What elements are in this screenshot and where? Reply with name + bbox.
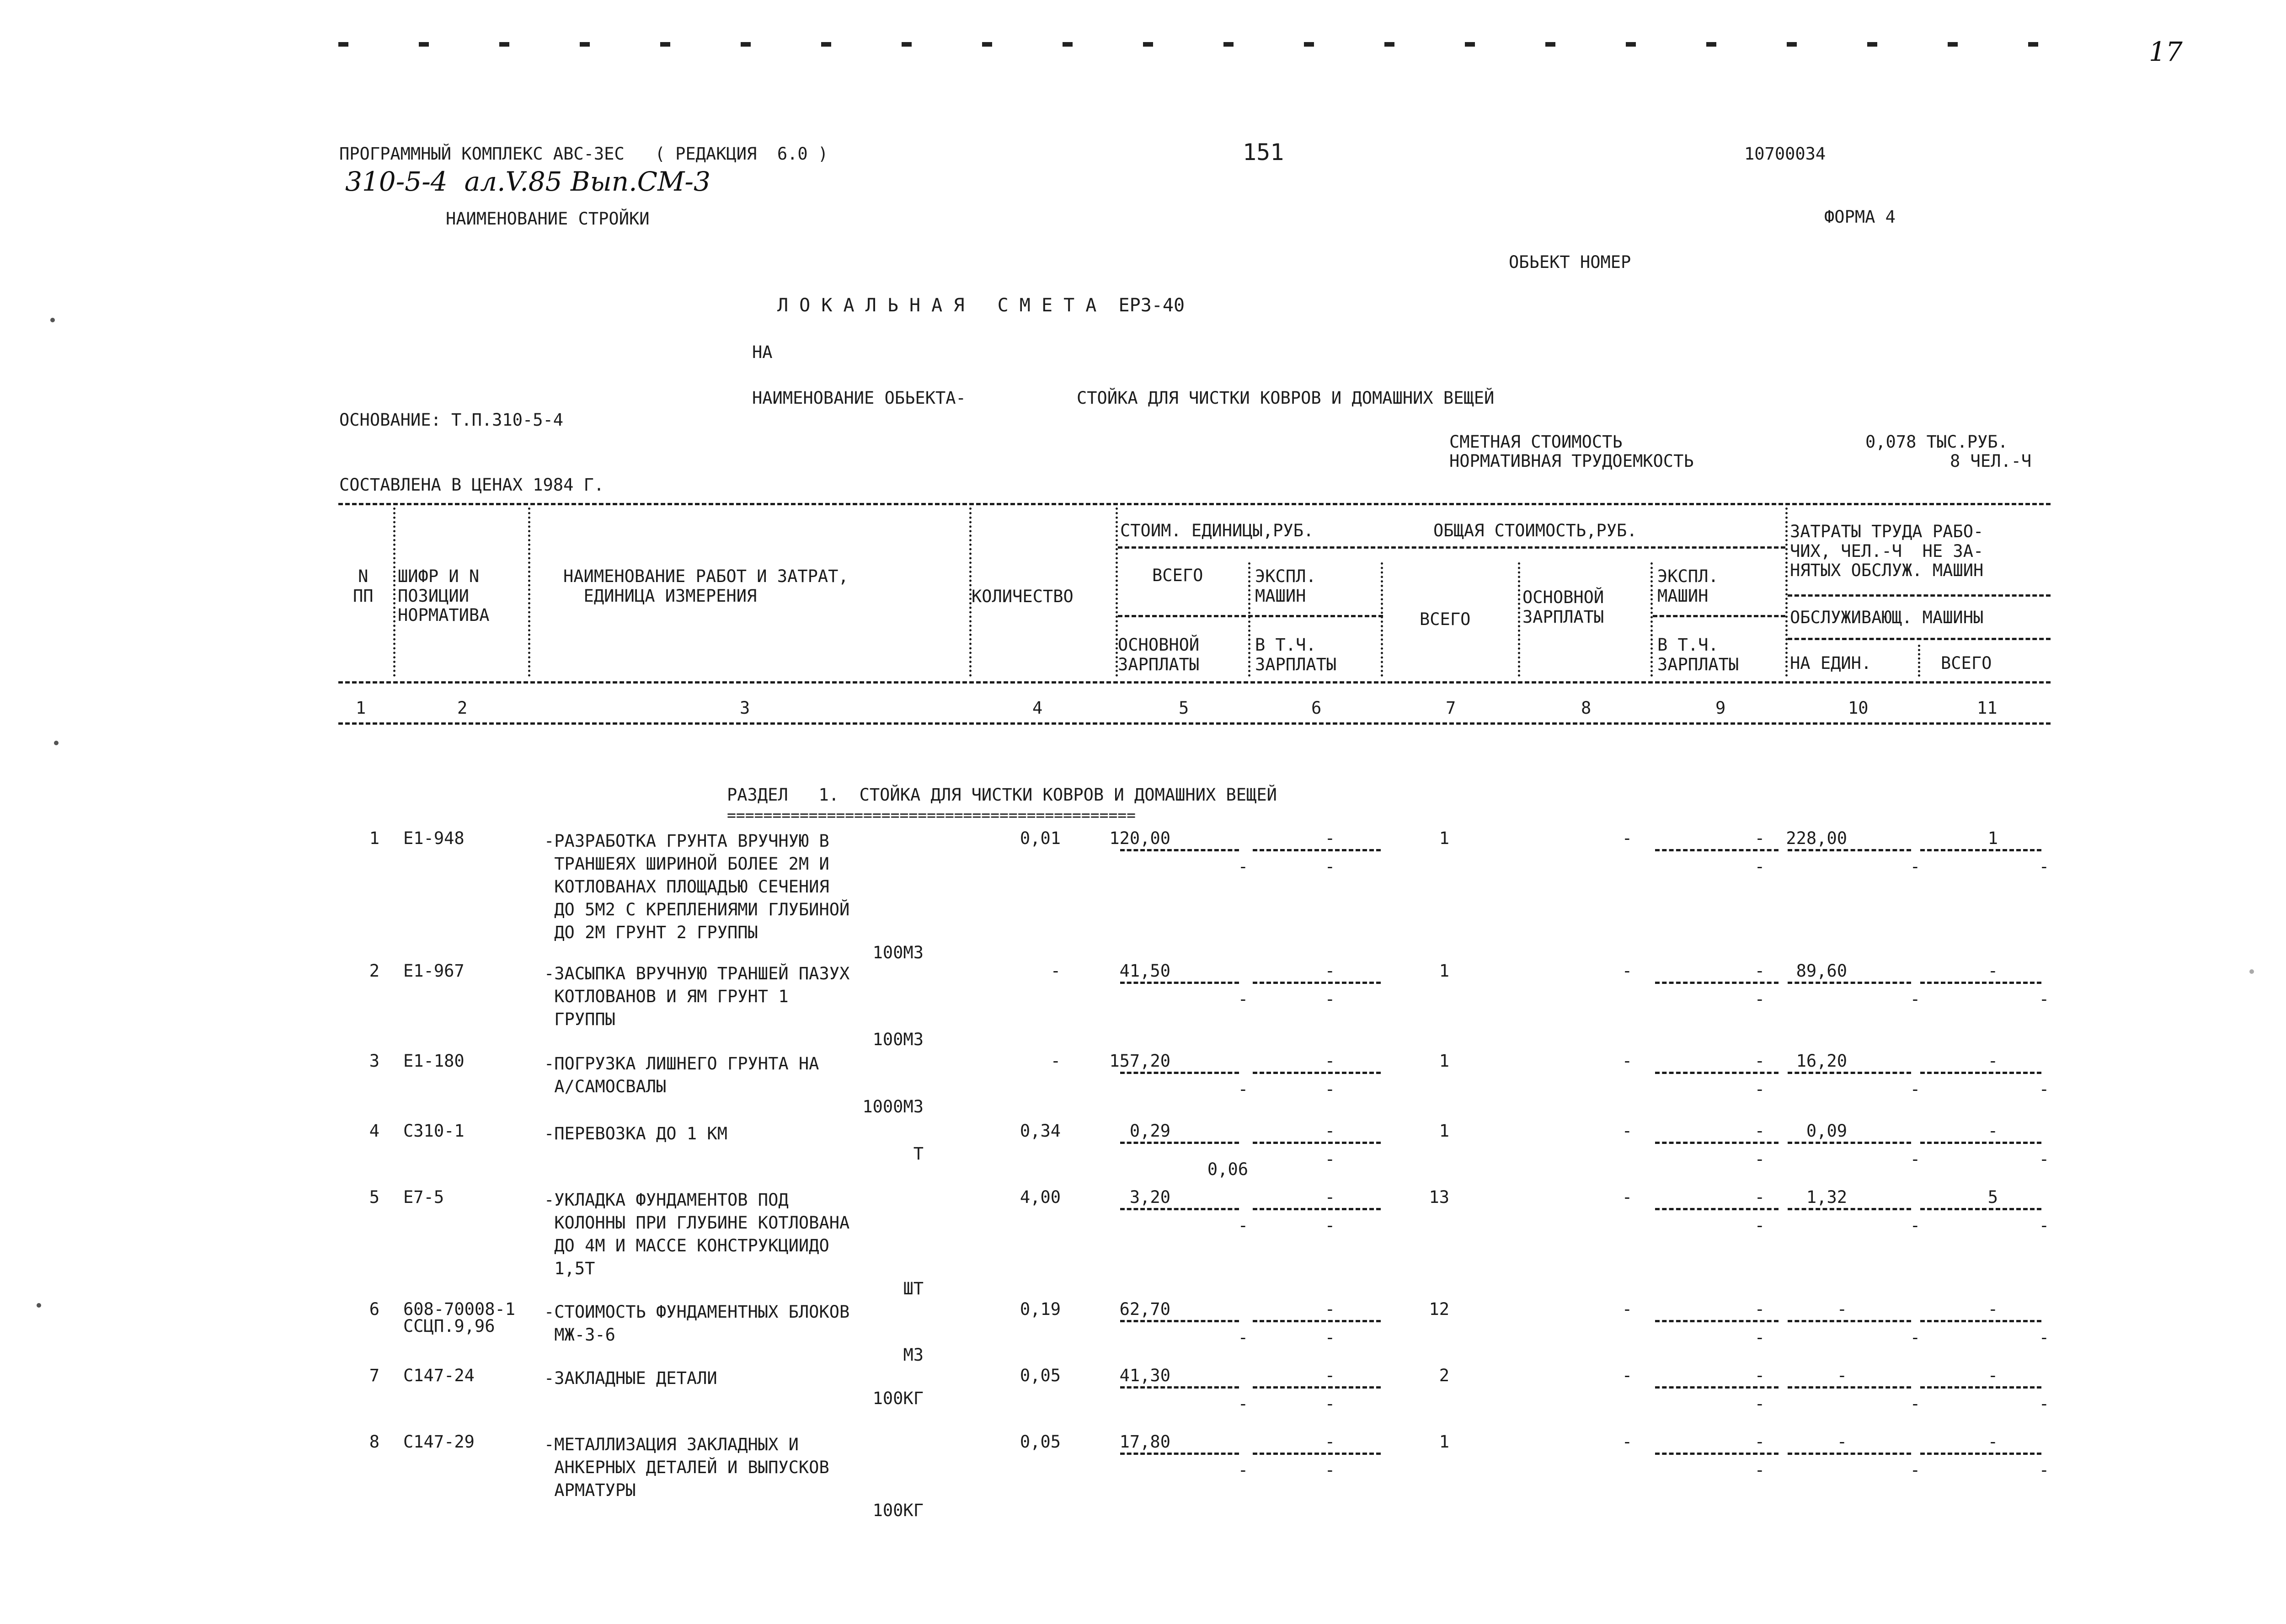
header-tc-mach: ЭКСПЛ. МАШИН [1657,566,1719,606]
row-subrule [1253,1386,1381,1389]
row-l11b: - [2039,1328,2049,1347]
header-total-cost: ОБЩАЯ СТОИМОСТЬ,РУБ. [1433,521,1637,540]
row-l10: 16,20 [1796,1051,1847,1071]
header-subrule-4 [1788,594,2051,597]
row-subrule [1253,1072,1381,1074]
row-subrule [1655,1072,1779,1074]
row-subrule [1120,982,1239,984]
scan-speck [37,1303,41,1308]
row-t8: - [1622,961,1632,981]
labor-value: 8 ЧЕЛ.-Ч [1950,451,2032,471]
row-n: 8 [369,1432,379,1452]
col-sep-7 [1518,562,1520,677]
row-subrule [1920,1453,2041,1455]
program-line: ПРОГРАММНЫЙ КОМПЛЕКС АВС-3ЕС ( РЕДАКЦИЯ 6.0 ) [339,144,828,164]
row-p5: 157,20 [1109,1051,1170,1071]
object-name: СТОЙКА ДЛЯ ЧИСТКИ КОВРОВ И ДОМАШНИХ ВЕЩЕЙ [1077,388,1495,408]
row-p5b: - [1238,989,1248,1009]
row-p5: 120,00 [1109,828,1170,848]
row-t7: 1 [1439,1121,1449,1141]
row-p5: 62,70 [1119,1299,1170,1319]
row-t8: - [1622,1187,1632,1207]
object-number-label: ОБЬЕКТ НОМЕР [1509,252,1631,272]
row-unit: 100М3 [872,943,924,962]
colnum-3: 3 [740,698,750,718]
row-qty: 4,00 [1020,1187,1061,1207]
row-code: Е1-180 [403,1051,465,1071]
row-code: Е7-5 [403,1187,444,1207]
row-p5: 17,80 [1119,1432,1170,1452]
row-p5b: 0,06 [1207,1159,1248,1179]
row-l11b: - [2039,1149,2049,1169]
row-work-name: -МЕТАЛЛИЗАЦИЯ ЗАКЛАДНЫХ И АНКЕРНЫХ ДЕТАЛЕЙ И ВЫПУСКОВ АРМАТУРЫ [544,1435,829,1500]
colnum-10: 10 [1848,698,1869,718]
row-l10b: - [1910,1328,1920,1347]
header-col-2: ШИФР И N ПОЗИЦИИ НОРМАТИВА [398,566,490,625]
row-l11b: - [2039,1079,2049,1099]
row-t8: - [1622,1366,1632,1385]
row-p6: - [1325,1299,1335,1319]
row-l11b: - [2039,989,2049,1009]
row-l10: - [1837,1432,1847,1452]
row-l11: - [1987,961,1998,981]
row-l11: - [1987,1051,1998,1071]
row-t9: - [1754,1432,1765,1452]
colnum-11: 11 [1977,698,1998,718]
row-l10: - [1837,1366,1847,1385]
row-t8: - [1622,828,1632,848]
row-l11: - [1987,1299,1998,1319]
row-subrule [1120,1208,1239,1210]
row-subrule [1253,982,1381,984]
row-p6b: - [1325,1149,1335,1169]
row-n: 1 [369,828,379,848]
row-t9b: - [1754,1394,1765,1414]
col-sep-1 [393,508,395,677]
row-subrule [1253,1453,1381,1455]
row-p5: 0,29 [1129,1121,1170,1141]
row-t9b: - [1754,1328,1765,1347]
row-t9b: - [1754,857,1765,876]
scan-speck [50,318,55,322]
row-code: Е1-967 [403,961,465,981]
table-top-rule [338,503,2051,505]
basis-line: ОСНОВАНИЕ: Т.П.310-5-4 [339,410,564,430]
row-p5b: - [1238,1394,1248,1414]
row-p5: 41,50 [1119,961,1170,981]
row-p6b: - [1325,1460,1335,1480]
row-l10b: - [1910,989,1920,1009]
row-subrule [1120,1320,1239,1322]
header-labor: ЗАТРАТЫ ТРУДА РАБО- ЧИХ, ЧЕЛ.-Ч НЕ ЗА- НЯТЫХ ОБСЛУЖ. МАШИН [1790,522,1984,581]
row-t8: - [1622,1051,1632,1071]
row-work-name: -ПОГРУЗКА ЛИШНЕГО ГРУНТА НА А/САМОСВАЛЫ [544,1054,819,1096]
row-l10b: - [1910,1460,1920,1480]
scan-speck [54,741,59,745]
document-title: Л О К А Л Ь Н А Я С М Е Т А ЕРЗ-40 [777,295,1185,316]
row-subrule [1120,849,1239,851]
col-sep-5 [1248,562,1250,677]
row-subrule [1120,1142,1239,1144]
col-sep-8 [1650,562,1653,677]
row-subrule [1788,849,1911,851]
row-work-name: -ЗАКЛАДНЫЕ ДЕТАЛИ [544,1368,717,1388]
row-p6: - [1325,1432,1335,1452]
row-subrule [1253,1208,1381,1210]
row-l10b: - [1910,1216,1920,1235]
row-code: С147-24 [403,1366,475,1385]
row-subrule [1920,849,2041,851]
row-l10b: - [1910,1079,1920,1099]
header-labor-total: ВСЕГО [1941,653,1992,673]
cost-value: 0,078 ТЫС.РУБ. [1865,432,2008,452]
row-qty: - [1050,961,1061,981]
row-t7: 12 [1429,1299,1449,1319]
row-p6b: - [1325,989,1335,1009]
table-number-rule [338,722,2051,725]
col-sep-10 [1918,645,1920,677]
row-t9: - [1754,961,1765,981]
row-l11b: - [2039,1394,2049,1414]
row-t8: - [1622,1299,1632,1319]
row-t7: 1 [1439,1051,1449,1071]
labor-label: НОРМАТИВНАЯ ТРУДОЕМКОСТЬ [1449,451,1694,471]
row-p6: - [1325,1121,1335,1141]
row-n: 2 [369,961,379,981]
row-l10b: - [1910,1149,1920,1169]
row-unit: Т [913,1144,924,1164]
row-work-name: -СТОИМОСТЬ ФУНДАМЕНТНЫХ БЛОКОВ МЖ-3-6 [544,1302,850,1345]
col-sep-9 [1785,508,1788,677]
row-subrule [1920,1072,2041,1074]
doc-number: 10700034 [1744,144,1826,164]
row-work-name: -ЗАСЫПКА ВРУЧНУЮ ТРАНШЕЙ ПАЗУХ КОТЛОВАНОВ И ЯМ ГРУНТ 1 ГРУППЫ [544,964,850,1029]
row-subrule [1253,1142,1381,1144]
row-p5b: - [1238,1079,1248,1099]
row-p6: - [1325,1051,1335,1071]
page-code: 151 [1243,139,1284,166]
row-p5b: - [1238,1328,1248,1347]
col-sep-6 [1381,562,1383,677]
colnum-1: 1 [356,698,366,718]
row-subrule [1120,1386,1239,1389]
row-l10: - [1837,1299,1847,1319]
col-sep-2 [528,508,530,677]
row-qty: 0,05 [1020,1366,1061,1385]
row-subrule [1655,1453,1779,1455]
row-p5b: - [1238,1460,1248,1480]
row-subrule [1655,1208,1779,1210]
row-t8: - [1622,1121,1632,1141]
row-l11: - [1987,1121,1998,1141]
header-subrule-2 [1118,615,1383,617]
row-subrule [1788,1208,1911,1210]
header-uc-mach: ЭКСПЛ. МАШИН [1255,566,1316,606]
row-l11b: - [2039,857,2049,876]
row-work-name: -УКЛАДКА ФУНДАМЕНТОВ ПОД КОЛОННЫ ПРИ ГЛУБИНЕ КОТЛОВАНА ДО 4М И МАССЕ КОНСТРУКЦИИДО 1,5Т [544,1190,850,1278]
row-code: Е1-948 [403,828,465,848]
row-p6: - [1325,961,1335,981]
page-number: 17 [2149,36,2183,67]
row-work-name: -ПЕРЕВОЗКА ДО 1 КМ [544,1124,727,1143]
row-qty: - [1050,1051,1061,1071]
row-qty: 0,34 [1020,1121,1061,1141]
row-p6b: - [1325,1394,1335,1414]
row-subrule [1655,982,1779,984]
row-subrule [1788,1453,1911,1455]
row-n: 4 [369,1121,379,1141]
object-name-label: НАИМЕНОВАНИЕ ОБЬЕКТА- [752,388,966,408]
row-p6: - [1325,1366,1335,1385]
header-uc-wage: ОСНОВНОЙ ЗАРПЛАТЫ [1118,635,1200,674]
row-unit: 100М3 [872,1030,924,1049]
row-p5: 41,30 [1119,1366,1170,1385]
row-subrule [1655,1386,1779,1389]
header-subrule-1 [1118,546,1785,549]
row-n: 3 [369,1051,379,1071]
colnum-6: 6 [1311,698,1322,718]
table-header-rule [338,681,2051,684]
colnum-2: 2 [457,698,468,718]
header-col-3: НАИМЕНОВАНИЕ РАБОТ И ЗАТРАТ, ЕДИНИЦА ИЗМЕРЕНИЯ [563,566,849,606]
row-p6b: - [1325,857,1335,876]
header-subrule-3 [1653,615,1785,617]
row-t9: - [1754,1366,1765,1385]
header-labor-mach: ОБСЛУЖИВАЮЩ. МАШИНЫ [1790,608,1984,627]
top-perforation-line [338,42,2053,47]
row-subrule [1655,1142,1779,1144]
row-t9b: - [1754,1149,1765,1169]
row-unit: 100КГ [872,1501,924,1520]
row-l10: 0,09 [1806,1121,1847,1141]
row-qty: 0,01 [1020,828,1061,848]
header-col-1: N ПП [353,566,374,606]
row-p6b: - [1325,1328,1335,1347]
row-subrule [1120,1072,1239,1074]
header-tc-mach-wage: В Т.Ч. ЗАРПЛАТЫ [1657,635,1739,674]
section-underline: ============================================= [727,806,1136,824]
row-t9: - [1754,1187,1765,1207]
header-tc-total: ВСЕГО [1420,609,1471,629]
colnum-5: 5 [1179,698,1189,718]
scan-speck [2249,969,2254,974]
section-title: РАЗДЕЛ 1. СТОЙКА ДЛЯ ЧИСТКИ КОВРОВ И ДОМАШНИХ ВЕЩЕЙ [727,785,1277,805]
row-unit: 1000М3 [862,1097,924,1116]
forma-label: ФОРМА 4 [1824,207,1896,227]
row-subrule [1920,1142,2041,1144]
row-p5: 3,20 [1129,1187,1170,1207]
row-t9: - [1754,1051,1765,1071]
header-uc-total: ВСЕГО [1152,566,1203,585]
row-p6b: - [1325,1216,1335,1235]
row-l11b: - [2039,1460,2049,1480]
row-subrule [1788,982,1911,984]
row-n: 5 [369,1187,379,1207]
header-labor-unit: НА ЕДИН. [1790,653,1872,673]
row-subrule [1655,1320,1779,1322]
row-l11: 5 [1987,1187,1998,1207]
colnum-4: 4 [1032,698,1043,718]
colnum-7: 7 [1446,698,1456,718]
row-t9b: - [1754,1460,1765,1480]
header-uc-mach-wage: В Т.Ч. ЗАРПЛАТЫ [1255,635,1337,674]
row-p6: - [1325,1187,1335,1207]
row-subrule [1788,1072,1911,1074]
row-subrule [1920,1320,2041,1322]
stroika-label: НАИМЕНОВАНИЕ СТРОЙКИ [446,209,650,229]
row-subrule [1788,1142,1911,1144]
row-code: С147-29 [403,1432,475,1452]
row-unit: М3 [903,1345,924,1365]
cost-label: СМЕТНАЯ СТОИМОСТЬ [1449,432,1623,452]
row-l10: 228,00 [1786,828,1847,848]
row-code: 608-70008-1 ССЦП.9,96 [403,1299,516,1336]
row-work-name: -РАЗРАБОТКА ГРУНТА ВРУЧНУЮ В ТРАНШЕЯХ ШИРИНОЙ БОЛЕЕ 2М И КОТЛОВАНАХ ПЛОЩАДЬЮ СЕЧЕНИЯ ДО 5М2 С КРЕПЛЕНИЯМИ ГЛУБИНОЙ ДО 2М ГРУНТ 2 ГРУППЫ [544,831,850,942]
row-n: 7 [369,1366,379,1385]
row-subrule [1788,1386,1911,1389]
header-col-4: КОЛИЧЕСТВО [972,587,1074,606]
row-n: 6 [369,1299,379,1319]
row-qty: 0,19 [1020,1299,1061,1319]
row-code: С310-1 [403,1121,465,1141]
row-t9b: - [1754,1079,1765,1099]
row-p6: - [1325,828,1335,848]
row-l11: - [1987,1432,1998,1452]
row-l10b: - [1910,1394,1920,1414]
row-subrule [1788,1320,1911,1322]
row-p6b: - [1325,1079,1335,1099]
row-t7: 1 [1439,961,1449,981]
row-t9: - [1754,1299,1765,1319]
row-l11: 1 [1987,828,1998,848]
row-t9: - [1754,1121,1765,1141]
row-t8: - [1622,1432,1632,1452]
colnum-9: 9 [1715,698,1726,718]
row-subrule [1920,1208,2041,1210]
row-subrule [1120,1453,1239,1455]
row-subrule [1920,982,2041,984]
row-p5b: - [1238,857,1248,876]
row-l10: 1,32 [1806,1187,1847,1207]
row-subrule [1253,849,1381,851]
handwritten-reference: 310-5-4 ал.V.85 Вып.СМ-3 [345,166,710,197]
row-l10: 89,60 [1796,961,1847,981]
row-subrule [1655,849,1779,851]
na-label: НА [752,342,773,362]
row-t7: 1 [1439,828,1449,848]
header-tc-wage: ОСНОВНОЙ ЗАРПЛАТЫ [1522,588,1604,627]
row-t9b: - [1754,1216,1765,1235]
row-p5b: - [1238,1216,1248,1235]
row-t7: 1 [1439,1432,1449,1452]
row-qty: 0,05 [1020,1432,1061,1452]
header-unit-cost: СТОИМ. ЕДИНИЦЫ,РУБ. [1120,521,1314,540]
row-unit: ШТ [903,1279,924,1298]
row-l10b: - [1910,857,1920,876]
row-t7: 2 [1439,1366,1449,1385]
colnum-8: 8 [1581,698,1592,718]
row-subrule [1253,1320,1381,1322]
row-unit: 100КГ [872,1389,924,1408]
prices-year: СОСТАВЛЕНА В ЦЕНАХ 1984 Г. [339,475,604,495]
row-subrule [1920,1386,2041,1389]
row-t9: - [1754,828,1765,848]
header-subrule-5 [1788,638,2051,640]
row-t7: 13 [1429,1187,1449,1207]
row-l11: - [1987,1366,1998,1385]
row-l11b: - [2039,1216,2049,1235]
row-t9b: - [1754,989,1765,1009]
